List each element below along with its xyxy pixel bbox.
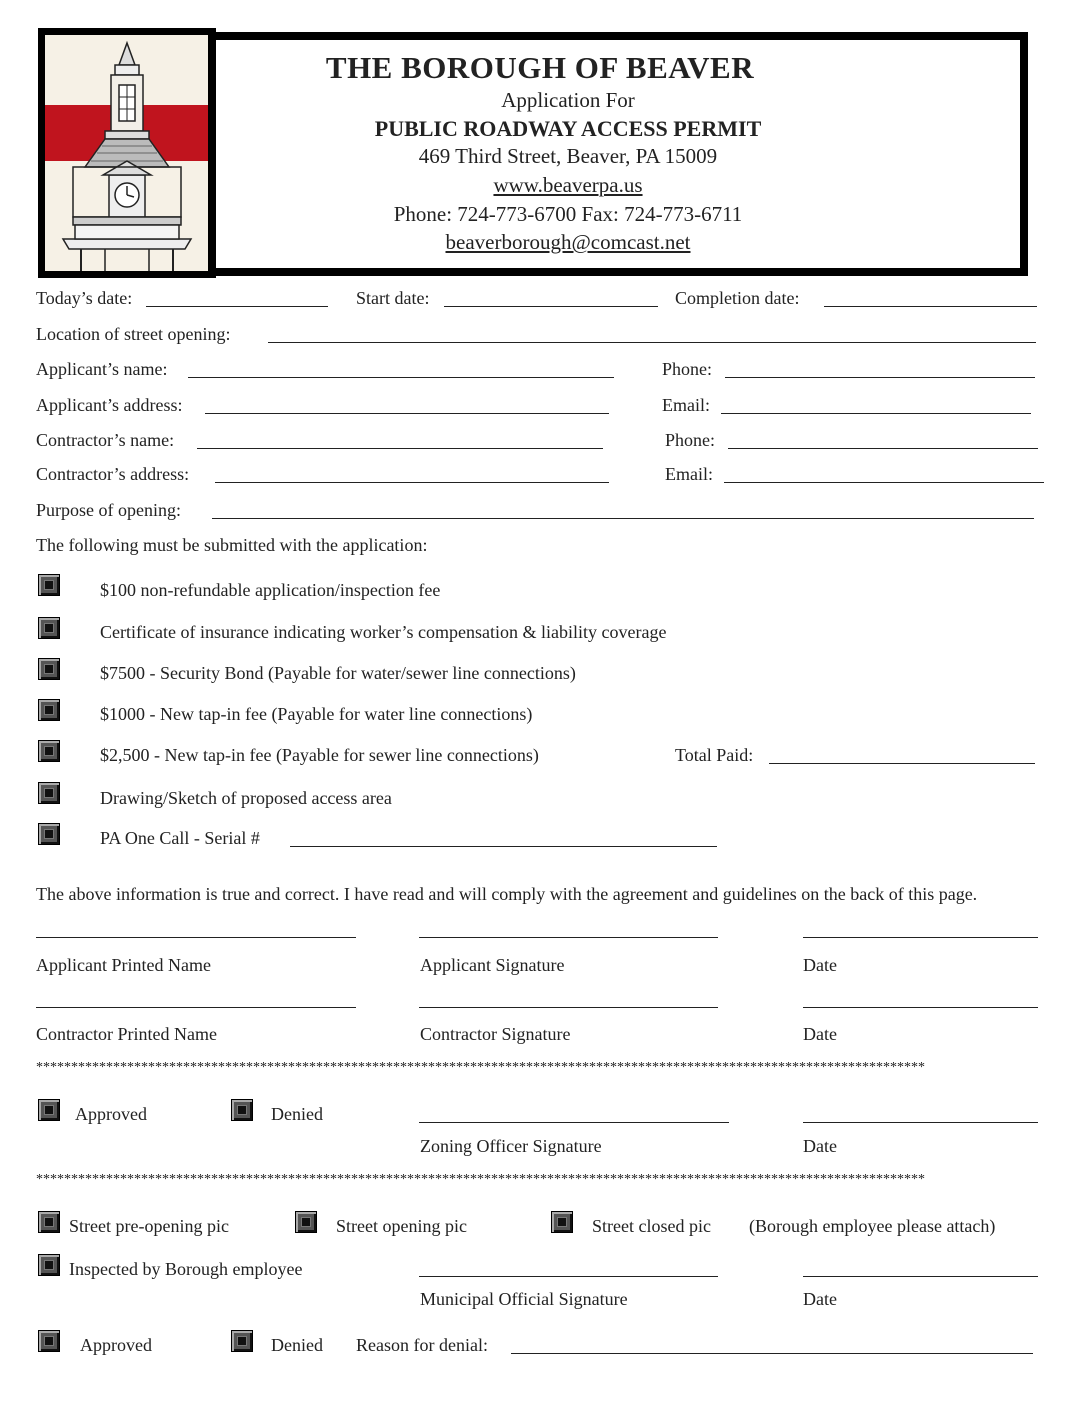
- zoning-date-line[interactable]: [803, 1122, 1038, 1123]
- checkbox-icon[interactable]: [38, 1211, 60, 1233]
- start-date-label: Start date:: [356, 288, 430, 308]
- total-paid-field[interactable]: [769, 763, 1035, 764]
- final-approved-label: Approved: [80, 1335, 152, 1355]
- purpose-label: Purpose of opening:: [36, 500, 181, 520]
- final-denied-label: Denied: [271, 1335, 323, 1355]
- zoning-approved-label: Approved: [75, 1104, 147, 1124]
- completion-date-label: Completion date:: [675, 288, 800, 308]
- requirement-item: $1000 - New tap-in fee (Payable for water line connections): [100, 704, 533, 724]
- contractor-name-label: Contractor’s name:: [36, 430, 175, 450]
- start-date-field[interactable]: [444, 306, 658, 307]
- contractor-phone-field[interactable]: [728, 448, 1038, 449]
- total-paid-label: Total Paid:: [675, 745, 754, 765]
- completion-date-field[interactable]: [824, 306, 1037, 307]
- checkbox-icon[interactable]: [295, 1211, 317, 1233]
- zoning-date-label: Date: [803, 1136, 837, 1156]
- checkbox-icon[interactable]: [38, 699, 60, 721]
- applicant-printed-name-label: Applicant Printed Name: [36, 955, 211, 975]
- contractor-printed-name-label: Contractor Printed Name: [36, 1024, 217, 1044]
- location-field[interactable]: [268, 342, 1036, 343]
- contractor-address-field[interactable]: [215, 482, 609, 483]
- closed-pic-label: Street closed pic: [592, 1216, 711, 1236]
- checkbox-icon[interactable]: [38, 1254, 60, 1276]
- checkbox-icon[interactable]: [38, 782, 60, 804]
- separator: *******************************************************************************************************************************: [36, 1060, 925, 1075]
- requirement-item: $2,500 - New tap-in fee (Payable for sewer line connections): [100, 745, 539, 765]
- checkbox-icon[interactable]: [231, 1099, 253, 1121]
- email-link[interactable]: beaverborough@comcast.net: [445, 230, 691, 254]
- contractor-phone-label: Phone:: [665, 430, 716, 450]
- applicant-address-field[interactable]: [205, 413, 609, 414]
- attach-note: (Borough employee please attach): [749, 1216, 996, 1236]
- checkbox-icon[interactable]: [38, 574, 60, 596]
- contractor-address-label: Contractor’s address:: [36, 464, 190, 484]
- contractor-signature-label: Contractor Signature: [420, 1024, 571, 1044]
- website-link[interactable]: www.beaverpa.us: [493, 173, 643, 197]
- contractor-printed-name-line[interactable]: [36, 1007, 356, 1008]
- applicant-signature-line[interactable]: [419, 937, 718, 938]
- applicant-address-label: Applicant’s address:: [36, 395, 183, 415]
- requirement-item: Certificate of insurance indicating worker’s compensation & liability coverage: [100, 622, 667, 642]
- denial-reason-label: Reason for denial:: [356, 1335, 488, 1355]
- contractor-name-field[interactable]: [197, 448, 603, 449]
- checkbox-icon[interactable]: [38, 617, 60, 639]
- municipal-date-line[interactable]: [803, 1276, 1038, 1277]
- todays-date-label: Today’s date:: [36, 288, 133, 308]
- applicant-email-label: Email:: [662, 395, 710, 415]
- zoning-denied-label: Denied: [271, 1104, 323, 1124]
- purpose-field[interactable]: [212, 518, 1034, 519]
- applicant-name-field[interactable]: [188, 377, 614, 378]
- agreement-statement: The above information is true and correct. I have read and will comply with the agreement and guidelines on the back of this page.: [36, 884, 978, 904]
- opening-pic-label: Street opening pic: [336, 1216, 467, 1236]
- checkbox-icon[interactable]: [38, 1330, 60, 1352]
- zoning-signature-line[interactable]: [419, 1122, 729, 1123]
- checkbox-icon[interactable]: [38, 658, 60, 680]
- denial-reason-field[interactable]: [511, 1353, 1033, 1354]
- applicant-name-label: Applicant’s name:: [36, 359, 168, 379]
- separator: *******************************************************************************************************************************: [36, 1172, 925, 1187]
- applicant-printed-name-line[interactable]: [36, 937, 356, 938]
- checkbox-icon[interactable]: [38, 823, 60, 845]
- checkbox-icon[interactable]: [551, 1211, 573, 1233]
- applicant-date-label: Date: [803, 955, 837, 975]
- checkbox-icon[interactable]: [231, 1330, 253, 1352]
- contractor-signature-line[interactable]: [419, 1007, 718, 1008]
- applicant-date-line[interactable]: [803, 937, 1038, 938]
- applicant-phone-field[interactable]: [725, 377, 1035, 378]
- contractor-date-label: Date: [803, 1024, 837, 1044]
- applicant-email-field[interactable]: [721, 413, 1031, 414]
- todays-date-field[interactable]: [146, 306, 328, 307]
- applicant-signature-label: Applicant Signature: [420, 955, 565, 975]
- requirement-item: PA One Call - Serial #: [100, 828, 260, 848]
- phone-fax: Phone: 724-773-6700 Fax: 724-773-6711: [393, 202, 743, 226]
- contractor-date-line[interactable]: [803, 1007, 1038, 1008]
- pre-opening-pic-label: Street pre-opening pic: [69, 1216, 229, 1236]
- inspected-label: Inspected by Borough employee: [69, 1259, 303, 1279]
- contractor-email-label: Email:: [665, 464, 713, 484]
- checkbox-icon[interactable]: [38, 740, 60, 762]
- applicant-phone-label: Phone:: [662, 359, 713, 379]
- zoning-signature-label: Zoning Officer Signature: [420, 1136, 602, 1156]
- municipal-signature-label: Municipal Official Signature: [420, 1289, 628, 1309]
- location-label: Location of street opening:: [36, 324, 231, 344]
- requirement-item: $100 non-refundable application/inspection fee: [100, 580, 441, 600]
- borough-address: 469 Third Street, Beaver, PA 15009: [418, 144, 718, 168]
- requirement-item: Drawing/Sketch of proposed access area: [100, 788, 392, 808]
- requirement-item: $7500 - Security Bond (Payable for water/sewer line connections): [100, 663, 576, 683]
- municipal-date-label: Date: [803, 1289, 837, 1309]
- requirements-intro: The following must be submitted with the application:: [36, 535, 428, 555]
- municipal-signature-line[interactable]: [419, 1276, 718, 1277]
- application-for: Application For: [501, 88, 635, 112]
- checkbox-icon[interactable]: [38, 1099, 60, 1121]
- contractor-email-field[interactable]: [724, 482, 1044, 483]
- permit-title: PUBLIC ROADWAY ACCESS PERMIT: [374, 116, 762, 141]
- borough-title: THE BOROUGH OF BEAVER: [325, 50, 755, 85]
- serial-number-field[interactable]: [290, 846, 717, 847]
